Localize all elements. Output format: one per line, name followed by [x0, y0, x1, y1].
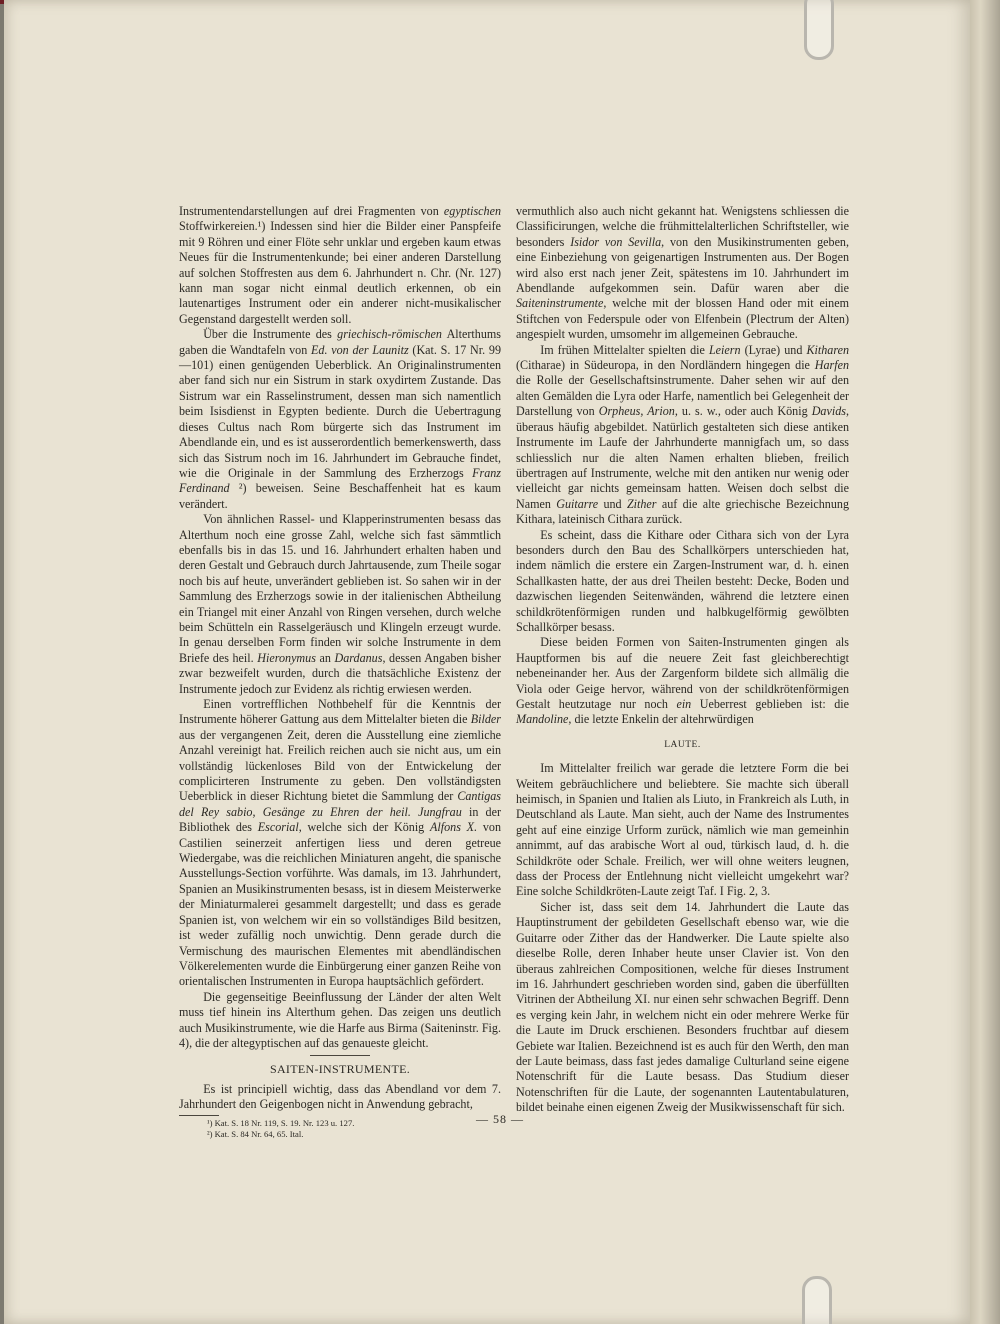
paragraph: Es ist principiell wichtig, dass das Abendland vor dem 7. Jahrhundert den Geigenbogen nicht in Anwendung gebracht, — [179, 1081, 501, 1112]
section-heading: LAUTE. — [664, 739, 701, 750]
left-column — [179, 204, 501, 1140]
paragraph: Die gegenseitige Beeinflussung der Länder der alten Welt muss tief hinein ins Alterthum gehen. Das zeigen uns deutlich auch Musikinstrumente, wie die Harfe aus Birma (Saiteninstr. Fig. 4), die der altegyptischen auf das genaueste gleicht. — [179, 989, 501, 1050]
section-heading: SAITEN-INSTRUMENTE. — [269, 1062, 411, 1077]
paragraph: Es scheint, dass die Kithare oder Cithara sich von der Lyra besonders durch den Bau des Schallkörpers unterschieden hat, indem nämlich die erstere ein Zargen-Instrument war, d. h. einen Schallkasten hatte, der aus drei Theilen besteht: Decke, Boden und dazwischen liegenden Seitenwänden, während die letztere einen schildkrötenförmigen runden und halbkugelförmig gewölbten Schallkörper besass. — [516, 527, 849, 634]
paragraph: vermuthlich also auch nicht gekannt hat. Wenigstens schliessen die Classificirungen, welche die frühmittelalterlichen Schriftsteller, wie besonders Isidor von Sevilla, von den Musikinstrumenten geben, eine Einbeziehung von geigenartigen Instrumenten aus. Der Bogen wird also erst nach jener Zeit, spätestens im 10. Jahrhundert im Abendlande aufgekommen sein. Dafür waren aber die Saiteninstrumente, welche mit der blossen Hand oder mit einem Stiftchen von Federspule oder von Elfenbein (Plectrum der Alten) angespielt wurden, umsomehr im allgemeinen Gebrauche. — [516, 204, 850, 342]
section-rule — [310, 1055, 370, 1056]
paragraph: Sicher ist, dass seit dem 14. Jahrhundert die Laute das Hauptinstrument der gebildeten Gesellschaft ebenso war, wie die Guitarre oder Zither das der Handwerker. Die Laute spielte also dieselbe Rolle, deren Inhaber heute unser Clavier ist. Von den überaus zahlreichen Compositionen, welche für dieses Instrument im 16. Jahrhundert geschrieben worden sind, gaben die überfüllten Vitrinen der Abtheilung XI. nur einen sehr schwachen Begriff. Denn es verging kein Jahr, in welchem nicht ein oder mehrere Werke für die Laute im Druck erschienen. Besonders fruchtbar auf diesem Gebiete war Italien. Bezeichnend ist es auch für den Werth, den man der Laute beimass, dass fast jedes damalige Culturland seine eigene Notenschrift für die Laute besass. Das Studium dieser Notenschriften für die Laute, der sogenannten Lautentabulaturen, bildet beinahe einen eigenen Zweig der Musikwissenschaft für sich. — [516, 899, 849, 1115]
paragraph: Instrumentendarstellungen auf drei Fragmenten von egyptischen Stoffwirkereien.¹) Indessen sind hier die Bilder einer Panspfeife mit 9 Röhren und einer Flöte sehr unklar und ergeben kaum etwas Neues für die Instrumentenkunde; bei einer anderen Darstellung auf solchen Stoffresten aus dem 6. Jahrhundert n. Chr. (Nr. 127) kann man sogar nicht einmal deutlich erkennen, ob ein lautenartiges Instrument oder ein anderer nicht-musikalischer Gegenstand dargestellt werden soll. — [179, 204, 501, 326]
paragraph: Einen vortrefflichen Nothbehelf für die Kenntnis der Instrumente höherer Gattung aus dem Mittelalter bieten die Bilder aus der vergangenen Zeit, deren die Ausstellung eine ziemliche Anzahl vereinigt hat. Freilich reichen auch sie nicht aus, um ein vollständig lückenloses Bild von der Entwickelung der complicirteren Instrumente zu geben. Den vollständigsten Ueberblick in dieser Richtung bietet die Sammlung der Cantigas del Rey sabio, Gesänge zu Ehren der heil. Jungfrau in der Bibliothek des Escorial, welche sich der König Alfons X. von Castilien seinerzeit anfertigen liess und deren getreue Wiedergabe, was die reichlichen Miniaturen angeht, die spanische Ausstellungs-Section vorführte. Was damals, im 13. Jahrhundert, Spanien an Musikinstrumenten besass, ist in diesem Meisterwerke der Miniaturmalerei gesammelt dargestellt; und dass es gerade Spanien ist, von welchem wir ein so vollständiges Bild besitzen, ist weder zufällig noch unwichtig. Denn gerade durch die Vermischung des maurischen Elementes mit abendländischen Völkerelementen wurde die Einbürgerung einer ganzen Reihe von orientalischen Instrumenten in Europa hauptsächlich gefördert. — [179, 697, 502, 989]
paragraph: Im frühen Mittelalter spielten die Leiern (Lyrae) und Kitharen (Citharae) in Südeuropa, in den Nordländern hingegen die Harfen die Rolle der Gesellschaftsinstrumente. Daher sehen wir auf den alten Gemälden die Lyra oder Harfe, namentlich bei Gelegenheit der Darstellung von Orpheus, Arion, u. s. w., oder auch König Davids, überaus häufig abgebildet. Natürlich gestalteten sich diese antiken Instrumente im Laufe der Jahrhunderte mannigfach um, so dass schliesslich nur die alten Namen erhalten blieben, freilich übertragen auf Instrumente, welche mit den antiken nur wenig oder vielleicht gar nichts gemeinsam hatten. Weisen doch selbst die Namen Guitarre und Zither auf die alte griechische Bezeichnung Kithara, lateinisch Cithara zurück. — [516, 342, 849, 527]
paper-clip-icon — [802, 1276, 832, 1324]
page-number: — 58 — — [476, 1112, 524, 1126]
paper-clip-icon — [804, 0, 834, 60]
right-column — [516, 204, 849, 1116]
footnote: ¹) Kat. S. 18 Nr. 119, S. 19. Nr. 123 u. 127. — [207, 1117, 355, 1128]
paragraph: Über die Instrumente des griechisch-römischen Alterthums gaben die Wandtafeln von Ed. von der Launitz (Kat. S. 17 Nr. 99—101) einen genügenden Ueberblick. An Originalinstrumenten aber fand sich nur ein Sistrum in stark oxydirtem Zustande. Das Sistrum war ein Rasselinstrument, dessen man sich namentlich beim Isisdienst in Egypten bediente. Durch die Uebertragung dieses Cultus nach Rom bürgerte sich das Instrument im Abendlande ein, und es ist ausserordentlich bemerkenswerth, dass sich das Sistrum noch im 16. Jahrhundert im Gebrauche findet, wie die Originale in der Sammlung des Erzherzogs Franz Ferdinand ²) beweisen. Seine Beschaffenheit hat es kaum verändert. — [179, 327, 502, 511]
footnote: ²) Kat. S. 84 Nr. 64, 65. Ital. — [207, 1128, 304, 1139]
paragraph: Von ähnlichen Rassel- und Klapperinstrumenten besass das Alterthum noch eine grosse Zahl, welche sich fast sämmtlich ebenfalls bis in das 15. und 16. Jahrhundert erhalten haben und deren Gestalt und Gebrauch durch Jahrtausende, zum Theile sogar noch bis auf heute, unverändert geblieben ist. So sahen wir in der Sammlung des Erzherzogs sowie in der italienischen Abtheilung ein Triangel mit einer Anzahl von Ringen versehen, durch welche beim Schütteln ein Rasselgeräusch und Klingeln erzeugt wurde. In genau derselben Form finden wir solche Instrumente in dem Briefe des heil. Hieronymus an Dardanus, dessen Angaben bisher zwar bezweifelt wurden, durch die thatsächliche Existenz der Instrumente jedoch zur Evidenz als richtig erwiesen werden. — [179, 512, 501, 696]
paragraph: Im Mittelalter freilich war gerade die letztere Form die bei Weitem gebräuchlichere und beliebtere. Sie machte sich überall heimisch, in Spanien und Italien als Liuto, in Frankreich als Luth, in Deutschland als Laute. Man sieht, auch der Name des Instrumentes geht auf eine einzige Urform zurück, nämlich wie man gemeinhin annimmt, auf das arabische Wort al oud, türkisch laud, d. h. die Schildkröte oder Schale. Freilich, wer will ohne weiters leugnen, dass der Process der Entlehnung nicht vielleicht umgekehrt war? Eine solche Schildkröten-Laute zeigt Taf. I Fig. 2, 3. — [516, 761, 849, 899]
paragraph: Diese beiden Formen von Saiten-Instrumenten gingen als Hauptformen bis auf die neuere Zeit fast gleichberechtigt nebeneinander her. Aus der Zargenform bildete sich allmälig die Viola oder Geige hervor, während von der schildkrötenförmigen Gestalt heutzutage nur noch ein Ueberrest geblieben ist: die Mandoline, die letzte Enkelin der altehrwürdigen — [516, 635, 849, 727]
